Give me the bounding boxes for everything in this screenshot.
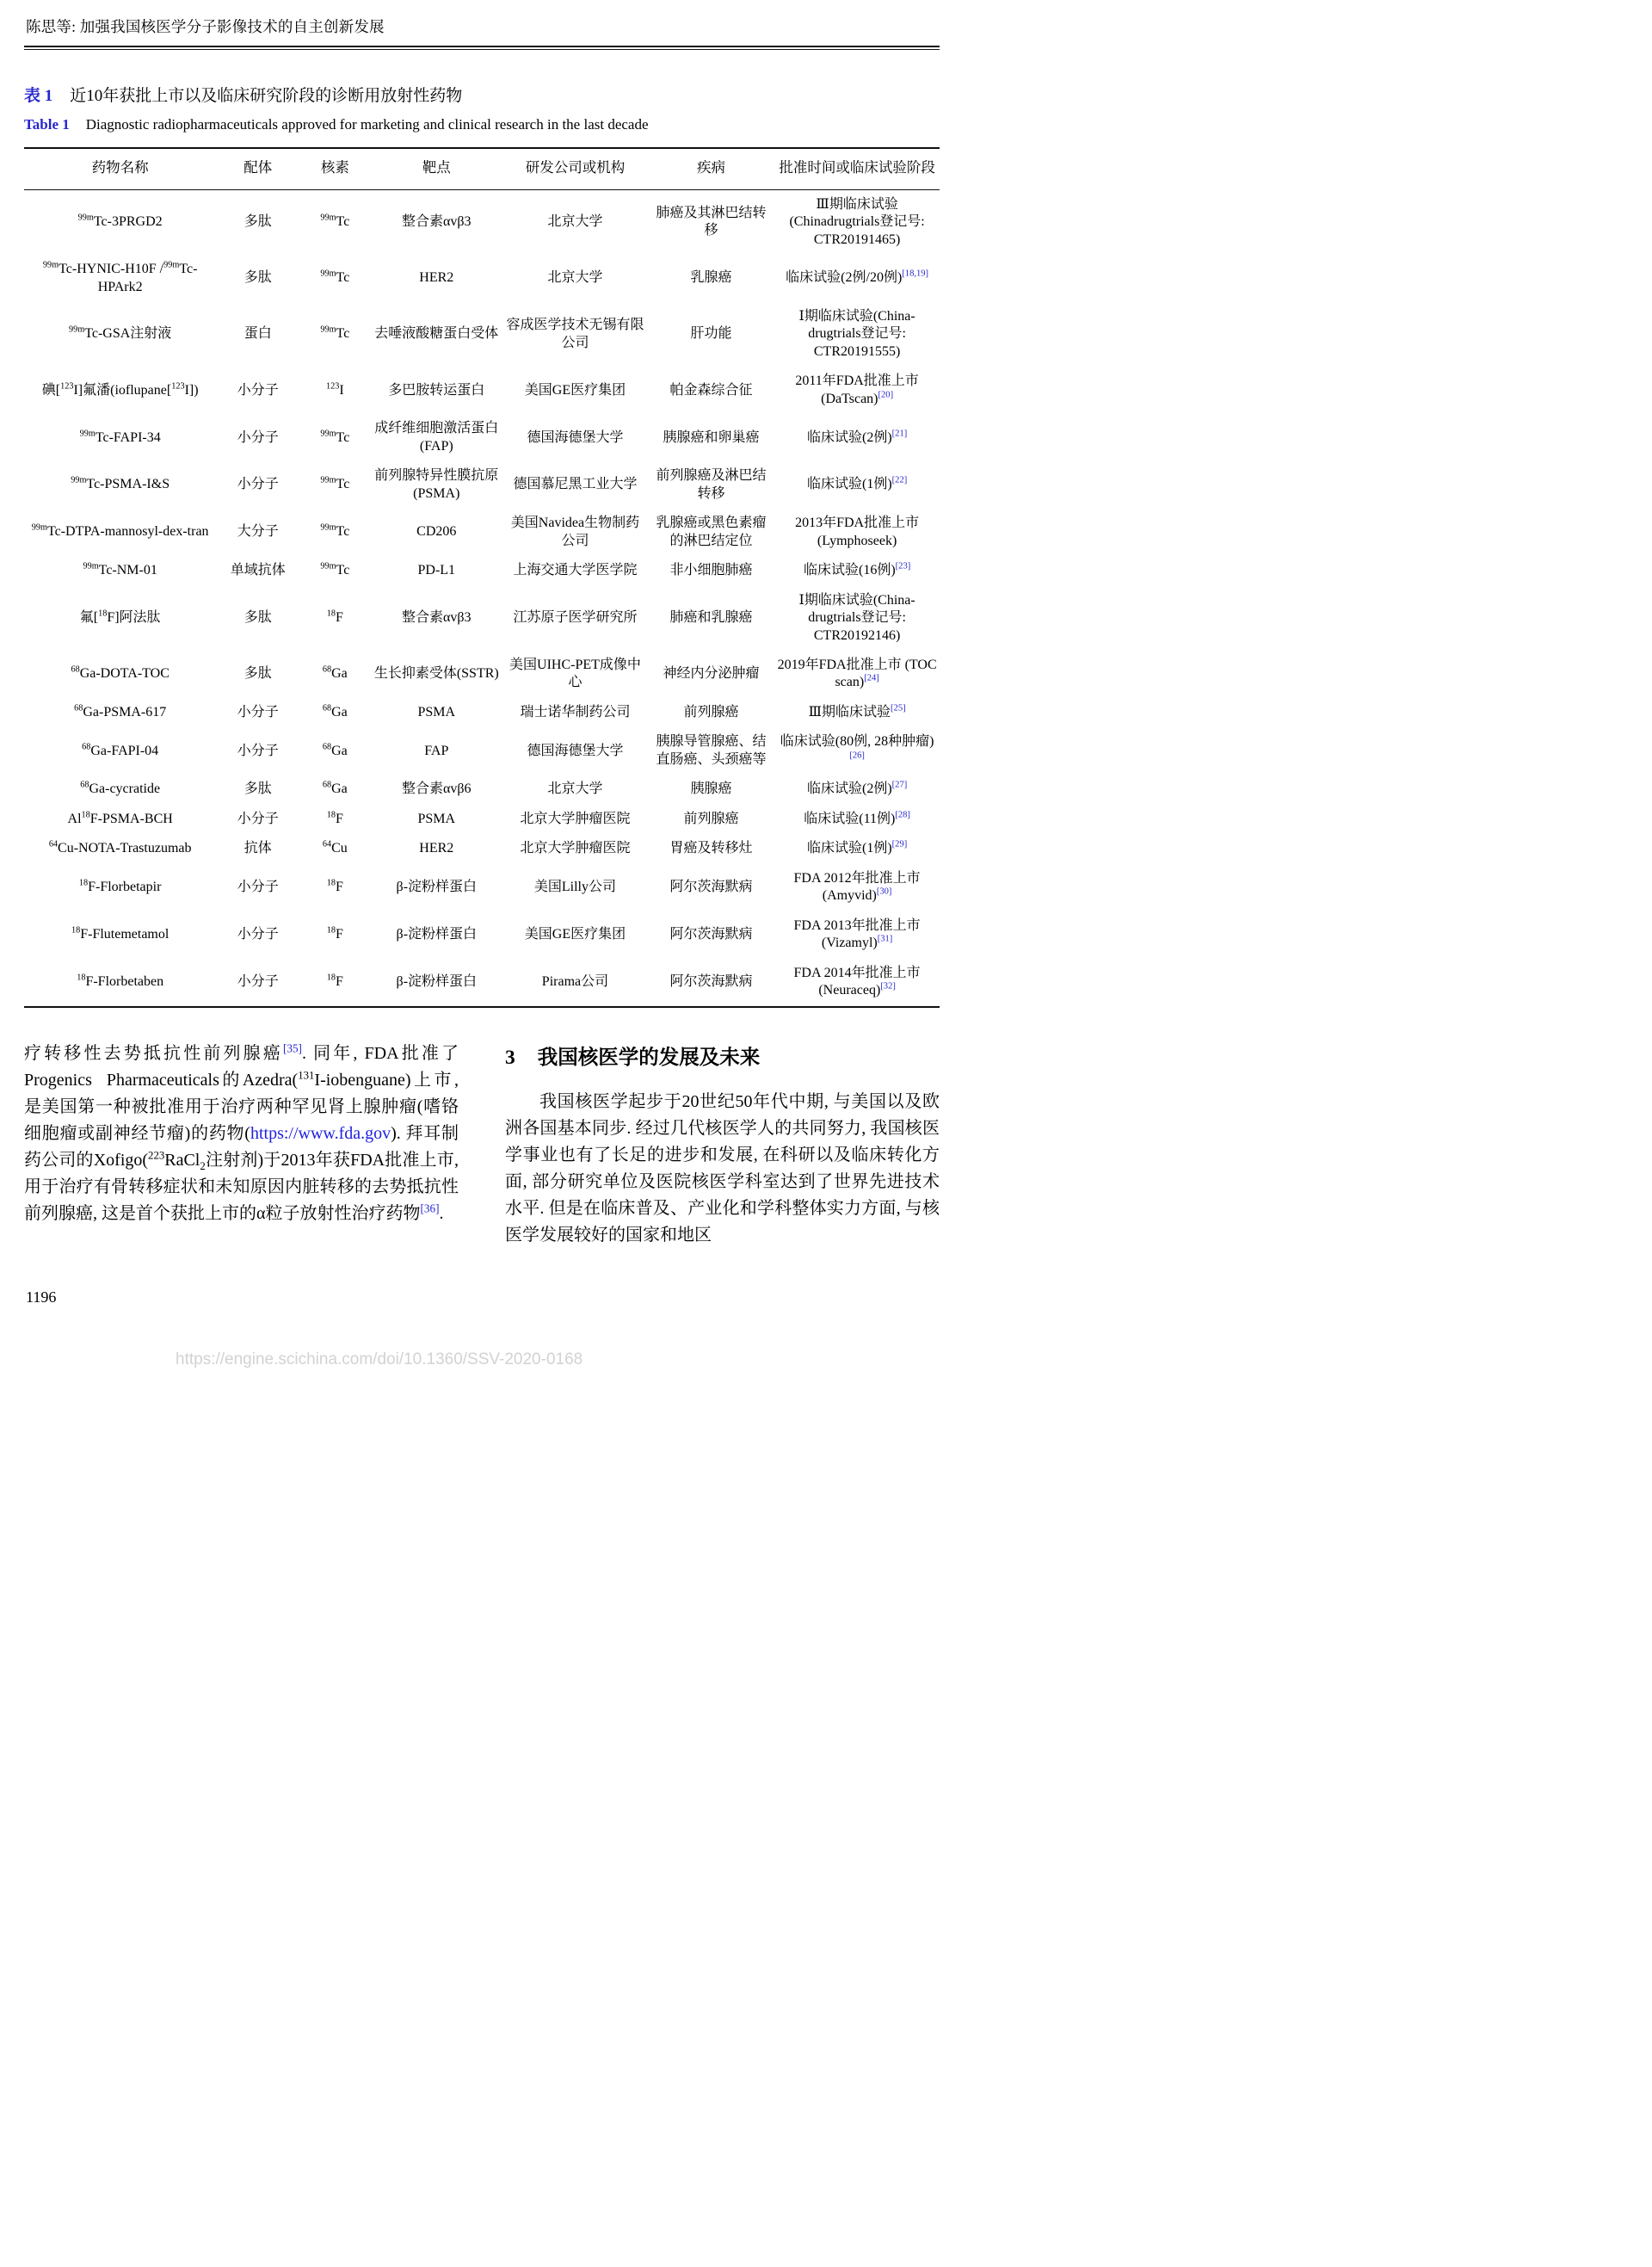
table-row bbox=[24, 302, 940, 367]
cell-nuclide: $^{99m}$Tc bbox=[320, 523, 350, 540]
cell-ligand: 小分子 bbox=[237, 477, 279, 492]
cell-disease: 神经内分泌肿瘤 bbox=[663, 666, 760, 682]
cell-disease: 肺癌及其淋巴结转移 bbox=[656, 205, 767, 238]
table-caption-chinese bbox=[24, 84, 940, 109]
cell-organization: 美国GE医疗集团 bbox=[524, 382, 626, 398]
left-column bbox=[24, 1041, 459, 1249]
cell-approval-status: FDA 2014年批准上市 (Neuraceq)[32] bbox=[793, 965, 921, 998]
table-caption-block bbox=[24, 84, 940, 135]
cell-nuclide: $^{99m}$Tc bbox=[320, 476, 350, 492]
cell-target: β-淀粉样蛋白 bbox=[396, 973, 478, 989]
table-row bbox=[24, 586, 940, 651]
cell-disease: 胰腺导管腺癌、结直肠癌、头颈癌等 bbox=[656, 734, 767, 767]
cell-disease: 乳腺癌或黑色素瘤的淋巴结定位 bbox=[656, 516, 767, 548]
cell-drug-name: 氟[$^{18}$F]阿法肽 bbox=[79, 608, 161, 626]
cell-drug-name: $^{68}$Ga-PSMA-617 bbox=[74, 703, 167, 720]
cell-drug-name: $^{99m}$Tc-DTPA-mannosyl-dex-tran bbox=[31, 523, 209, 540]
cell-target: PD-L1 bbox=[417, 563, 456, 578]
cell-drug-name: $^{99m}$Tc-HYNIC-H10F /$^{99m}$Tc-HPArk2 bbox=[42, 260, 198, 294]
right-body-paragraph: 我国核医学起步于20世纪50年代中期, 与美国以及欧洲各国基本同步. 经过几代核医学人的共同努力, 我国核医学事业也有了长足的进步和发展, 在科研以及临床转化方面, 部分研究单位及医院核医学科室达到了世界先进技术水平. 但是在临床普及、产业化和学科整体实力方面, 与核医学发展较好的国家和地区 bbox=[505, 1091, 940, 1245]
table-caption-en-text: Diagnostic radiopharmaceuticals approved for marketing and clinical research in the last decade bbox=[85, 115, 649, 133]
cell-organization: 江苏原子医学研究所 bbox=[513, 610, 638, 626]
cell-disease: 帕金森综合征 bbox=[669, 382, 753, 398]
cell-ligand: 多肽 bbox=[243, 781, 272, 797]
cell-nuclide: $^{18}$F bbox=[326, 878, 343, 894]
cell-ligand: 多肽 bbox=[243, 270, 272, 286]
table-body bbox=[24, 189, 940, 1006]
cell-disease: 胃癌及转移灶 bbox=[669, 841, 753, 856]
cell-drug-name: $^{68}$Ga-cycratide bbox=[80, 781, 161, 797]
cell-approval-status: 临床试验(1例)[22] bbox=[806, 476, 908, 492]
table-row bbox=[24, 509, 940, 556]
cell-approval-status: FDA 2013年批准上市 (Vizamyl)[31] bbox=[793, 917, 921, 951]
cell-approval-status: Ⅲ期临床试验(Chinadrugtrials登记号: CTR20191465) bbox=[789, 196, 925, 247]
cell-disease: 阿尔茨海默病 bbox=[669, 879, 753, 894]
table-row bbox=[24, 556, 940, 585]
cell-organization: Pirama公司 bbox=[541, 973, 609, 989]
cell-organization: 德国海德堡大学 bbox=[527, 743, 624, 758]
cell-drug-name: $^{99m}$Tc-GSA注射液 bbox=[69, 325, 172, 342]
cell-organization: 美国Navidea生物制药公司 bbox=[510, 516, 640, 548]
table-row bbox=[24, 775, 940, 804]
page bbox=[0, 0, 964, 1383]
cell-drug-name: $^{99m}$Tc-PSMA-I&S bbox=[71, 476, 170, 492]
table-row bbox=[24, 864, 940, 911]
table-row bbox=[24, 698, 940, 727]
cell-ligand: 小分子 bbox=[237, 879, 279, 894]
cell-nuclide: $^{99m}$Tc bbox=[320, 213, 350, 230]
cell-drug-name: $^{99m}$Tc-NM-01 bbox=[83, 561, 157, 578]
cell-target: 整合素αvβ3 bbox=[402, 610, 472, 626]
table-row bbox=[24, 461, 940, 509]
cell-disease: 胰腺癌和卵巢癌 bbox=[663, 429, 760, 445]
cell-target: FAP bbox=[424, 743, 449, 758]
cell-approval-status: 临床试验(2例)[21] bbox=[806, 429, 908, 445]
cell-target: 整合素αvβ3 bbox=[402, 214, 472, 230]
cell-approval-status: 临床试验(2例)[27] bbox=[806, 781, 908, 797]
cell-target: PSMA bbox=[417, 704, 456, 720]
doi-watermark: https://engine.scichina.com/doi/10.1360/SSV-2020-0168 bbox=[176, 1350, 583, 1368]
cell-drug-name: Al$^{18}$F-PSMA-BCH bbox=[67, 810, 173, 826]
cell-organization: 美国Lilly公司 bbox=[533, 879, 617, 894]
cell-drug-name: $^{99m}$Tc-3PRGD2 bbox=[77, 213, 163, 230]
table-row bbox=[24, 651, 940, 698]
table-header bbox=[24, 148, 940, 189]
cell-drug-name: 碘[$^{123}$I]氟潘(ioflupane[$^{123}$I]) bbox=[41, 381, 199, 398]
cell-nuclide: $^{99m}$Tc bbox=[320, 325, 350, 342]
cell-approval-status: 2019年FDA批准上市 (TOC scan)[24] bbox=[777, 658, 937, 690]
table-caption-english bbox=[24, 114, 940, 136]
cell-approval-status: Ⅰ期临床试验(China-drugtrials登记号: CTR20191555) bbox=[798, 308, 915, 359]
cell-nuclide: $^{68}$Ga bbox=[322, 781, 348, 797]
cell-ligand: 多肽 bbox=[243, 666, 272, 682]
table-row bbox=[24, 367, 940, 414]
page-number: 1196 bbox=[26, 1288, 57, 1306]
cell-ligand: 小分子 bbox=[237, 811, 279, 826]
cell-approval-status: 2013年FDA批准上市 (Lymphoseek) bbox=[795, 516, 920, 548]
cell-disease: 阿尔茨海默病 bbox=[669, 926, 753, 942]
running-head: 陈思等: 加强我国核医学分子影像技术的自主创新发展 bbox=[26, 18, 385, 35]
cell-target: β-淀粉样蛋白 bbox=[396, 926, 478, 942]
cell-ligand: 小分子 bbox=[237, 743, 279, 758]
table-row bbox=[24, 414, 940, 461]
cell-organization: 德国海德堡大学 bbox=[527, 429, 624, 445]
cell-drug-name: $^{68}$Ga-FAPI-04 bbox=[82, 742, 159, 758]
table-caption-cn-text: 近10年获批上市以及临床研究阶段的诊断用放射性药物 bbox=[70, 87, 463, 105]
radiopharmaceuticals-table bbox=[24, 147, 940, 1008]
cell-approval-status: 临床试验(16例)[23] bbox=[803, 561, 911, 578]
cell-ligand: 多肽 bbox=[243, 610, 272, 626]
cell-target: PSMA bbox=[417, 811, 456, 826]
cell-disease: 胰腺癌 bbox=[690, 781, 732, 797]
cell-approval-status: 临床试验(11例)[28] bbox=[804, 810, 910, 826]
cell-nuclide: $^{99m}$Tc bbox=[320, 561, 350, 578]
table-row bbox=[24, 834, 940, 863]
cell-approval-status: Ⅲ期临床试验[25] bbox=[808, 703, 906, 720]
cell-approval-status: 临床试验(1例)[29] bbox=[806, 839, 908, 856]
right-column bbox=[505, 1041, 940, 1249]
cell-approval-status: 临床试验(80例, 28种肿瘤)[26] bbox=[780, 734, 934, 761]
cell-nuclide: $^{18}$F bbox=[326, 925, 343, 942]
cell-ligand: 小分子 bbox=[237, 704, 279, 720]
cell-disease: 非小细胞肺癌 bbox=[669, 563, 753, 578]
cell-organization: 北京大学 bbox=[547, 270, 603, 286]
cell-ligand: 小分子 bbox=[237, 973, 279, 989]
cell-ligand: 小分子 bbox=[237, 382, 279, 398]
column-header-organization: 研发公司或机构 bbox=[525, 159, 626, 176]
table-row bbox=[24, 727, 940, 775]
cell-disease: 阿尔茨海默病 bbox=[669, 973, 753, 989]
cell-ligand: 单域抗体 bbox=[230, 563, 286, 578]
cell-target: β-淀粉样蛋白 bbox=[396, 879, 478, 894]
cell-disease: 肺癌和乳腺癌 bbox=[669, 610, 753, 626]
cell-drug-name: $^{18}$F-Flutemetamol bbox=[71, 925, 170, 942]
table-caption-en-label: Table 1 bbox=[24, 115, 70, 133]
cell-approval-status: 临床试验(2例/20例)[18,19] bbox=[786, 269, 929, 286]
cell-disease: 前列腺癌及淋巴结转移 bbox=[656, 468, 767, 501]
cell-disease: 前列腺癌 bbox=[683, 704, 739, 720]
cell-target: 多巴胺转运蛋白 bbox=[388, 382, 485, 398]
header-rule bbox=[24, 46, 940, 50]
column-header-ligand: 配体 bbox=[243, 159, 273, 176]
cell-target: 整合素αvβ6 bbox=[402, 781, 472, 797]
cell-target: CD206 bbox=[416, 524, 457, 540]
cell-organization: 美国GE医疗集团 bbox=[524, 926, 626, 942]
section-number: 3 bbox=[505, 1046, 515, 1069]
cell-target: HER2 bbox=[419, 841, 454, 856]
cell-target: HER2 bbox=[419, 270, 454, 286]
left-body-paragraph: 疗转移性去势抵抗性前列腺癌[35]. 同年, FDA批准了Progenics Pharmaceuticals的Azedra($^{131}$I-iobenguane)上市, 是美国第一种被批准用于治疗两种罕见肾上腺肿瘤(嗜铬细胞瘤或副神经节瘤)的药物(https://www.fda.gov). 拜耳制药公司的Xofigo($^{223}$RaCl$_2$注射剂)于2013年获FDA批准上市, 用于治疗有骨转移症状和未知原因内脏转移的去势抵抗性前列腺癌, 这是首个获批上市的α粒子放射性治疗药物[36]. bbox=[24, 1041, 459, 1223]
page-footer bbox=[24, 1288, 940, 1383]
cell-nuclide: $^{18}$F bbox=[326, 608, 343, 626]
cell-drug-name: $^{18}$F-Florbetaben bbox=[77, 973, 164, 989]
cell-organization: 美国UIHC-PET成像中心 bbox=[509, 658, 641, 690]
table-row bbox=[24, 959, 940, 1007]
cell-organization: 上海交通大学医学院 bbox=[513, 563, 638, 578]
cell-approval-status: FDA 2012年批准上市 (Amyvid)[30] bbox=[793, 870, 921, 904]
column-header-approval-status: 批准时间或临床试验阶段 bbox=[779, 159, 935, 176]
column-header-nuclide: 核素 bbox=[320, 159, 349, 176]
table-header-row bbox=[24, 148, 940, 189]
cell-nuclide: $^{99m}$Tc bbox=[320, 429, 350, 445]
two-column-body bbox=[24, 1041, 940, 1249]
cell-nuclide: $^{68}$Ga bbox=[322, 664, 348, 682]
cell-nuclide: $^{18}$F bbox=[326, 973, 343, 989]
cell-nuclide: $^{123}$I bbox=[325, 381, 344, 398]
cell-target: 去唾液酸糖蛋白受体 bbox=[374, 326, 499, 342]
cell-organization: 北京大学肿瘤医院 bbox=[520, 811, 631, 826]
cell-organization: 容成医学技术无锡有限公司 bbox=[506, 318, 644, 350]
cell-nuclide: $^{99m}$Tc bbox=[320, 269, 350, 286]
cell-ligand: 大分子 bbox=[237, 524, 279, 540]
cell-organization: 德国慕尼黑工业大学 bbox=[513, 477, 638, 492]
cell-target: 生长抑素受体(SSTR) bbox=[373, 666, 499, 682]
cell-organization: 北京大学 bbox=[547, 781, 603, 797]
cell-ligand: 抗体 bbox=[243, 841, 272, 856]
cell-drug-name: $^{99m}$Tc-FAPI-34 bbox=[79, 429, 161, 445]
cell-disease: 前列腺癌 bbox=[683, 811, 739, 826]
column-header-drug-name: 药物名称 bbox=[91, 159, 149, 176]
cell-ligand: 多肽 bbox=[243, 214, 272, 230]
cell-nuclide: $^{68}$Ga bbox=[322, 703, 348, 720]
table-row bbox=[24, 255, 940, 302]
cell-organization: 北京大学 bbox=[547, 214, 603, 230]
column-header-disease: 疾病 bbox=[696, 159, 725, 176]
cell-target: 前列腺特异性膜抗原(PSMA) bbox=[374, 468, 499, 501]
section-heading bbox=[505, 1041, 940, 1070]
cell-target: 成纤维细胞激活蛋白(FAP) bbox=[374, 421, 499, 454]
cell-nuclide: $^{64}$Cu bbox=[322, 839, 348, 856]
cell-drug-name: $^{64}$Cu-NOTA-Trastuzumab bbox=[48, 839, 192, 856]
table-row bbox=[24, 911, 940, 959]
table-row bbox=[24, 805, 940, 834]
cell-drug-name: $^{18}$F-Florbetapir bbox=[78, 878, 162, 894]
cell-approval-status: Ⅰ期临床试验(China-drugtrials登记号: CTR20192146) bbox=[798, 592, 915, 643]
section-title: 我国核医学的发展及未来 bbox=[537, 1046, 761, 1069]
cell-nuclide: $^{18}$F bbox=[326, 810, 343, 826]
cell-disease: 乳腺癌 bbox=[690, 270, 732, 286]
cell-organization: 北京大学肿瘤医院 bbox=[520, 841, 631, 856]
table-caption-cn-label: 表 1 bbox=[24, 87, 53, 105]
table-row bbox=[24, 189, 940, 255]
cell-disease: 肝功能 bbox=[690, 326, 732, 342]
cell-ligand: 蛋白 bbox=[243, 326, 272, 342]
cell-nuclide: $^{68}$Ga bbox=[322, 742, 348, 758]
cell-organization: 瑞士诺华制药公司 bbox=[520, 704, 631, 720]
cell-approval-status: 2011年FDA批准上市 (DaTscan)[20] bbox=[795, 374, 919, 406]
column-header-target: 靶点 bbox=[422, 159, 451, 176]
cell-ligand: 小分子 bbox=[237, 429, 279, 445]
cell-drug-name: $^{68}$Ga-DOTA-TOC bbox=[71, 664, 170, 682]
cell-ligand: 小分子 bbox=[237, 926, 279, 942]
